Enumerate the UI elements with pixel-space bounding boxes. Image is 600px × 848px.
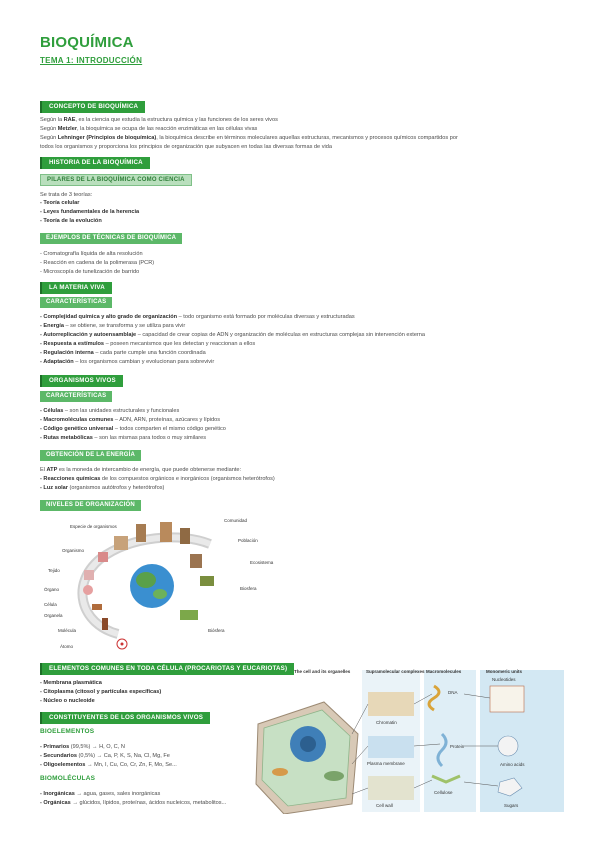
label-comunidad: Comunidad [224, 518, 248, 523]
subsection-heading-pilares: PILARES DE LA BIOQUÍMICA COMO CIENCIA [40, 174, 192, 186]
pilares-item: - Leyes fundamentales de la herencia [40, 209, 140, 215]
animal-icon [160, 522, 172, 542]
subsection-heading-tecnicas: EJEMPLOS DE TÉCNICAS DE BIOQUÍMICA [40, 233, 182, 244]
label-organismo: Organismo [62, 548, 85, 553]
elementos-item: - Membrana plasmática [40, 680, 102, 686]
caracteristica-item: - Respuesta a estímulos – poseen mecanismos que les detectan y reaccionan a ellos [40, 341, 256, 347]
bioelemento-item: - Secundarios (0,5%) → Ca, P, K, S, Na, Cl, Mg, Fe [40, 753, 170, 759]
molecule-icon [102, 618, 108, 630]
label-protein: Protein [450, 744, 465, 749]
label-chromatin: Chromatin [376, 720, 397, 725]
section-heading-concepto: CONCEPTO DE BIOQUÍMICA [40, 101, 145, 113]
caracteristica-item: - Regulación interna – cada parte cumple una función coordinada [40, 350, 206, 356]
label-sugars: Sugars [504, 803, 519, 808]
plant-icon [180, 610, 198, 620]
bioelemento-item: - Oligoelementos → Mn, I, Cu, Co, Cr, Zn, F, Mo, Se... [40, 762, 177, 768]
organ-icon [98, 552, 108, 562]
label-cellwall: Cell wall [376, 803, 393, 808]
biomoleculas-label: BIOMOLÉCULAS [40, 775, 96, 782]
label-aminoacids: Amino acids [500, 762, 525, 767]
caracteristica-item: - Autorreplicación y autoensamblaje – capacidad de crear copias de ADN y organización de moléculas en estructuras complejas sin intervención externa [40, 332, 426, 338]
label-biosfera: Biosfera [240, 586, 257, 591]
label-atomo: Átomo [60, 644, 74, 649]
label-especie: Especie de organismos [70, 524, 117, 529]
label-membrane: Plasma membrane [367, 761, 405, 766]
section-heading-constituyentes: CONSTITUYENTES DE LOS ORGANISMOS VIVOS [40, 712, 210, 724]
bioelementos-label: BIOELEMENTOS [40, 728, 95, 735]
label-ecosistema: Ecosistema [250, 560, 274, 565]
concepto-line-3: Según Lehninger (Principios de bioquímica), la bioquímica describe en términos moleculares aquellas estructuras, mecanismos y procesos químicos compartidos por [40, 135, 458, 141]
concepto-line-2: Según Metzler, la bioquímica se ocupa de las reacción enzimáticas en las células vivas [40, 126, 258, 132]
label-organela: Organela [44, 613, 63, 618]
mitochondrion-icon [272, 768, 288, 776]
caracteristica-item: - Adaptación – los organismos cambian y evolucionan para sobrevivir [40, 359, 215, 365]
aminoacid-icon [498, 736, 518, 756]
subsection-heading-caracteristicas-2: CARACTERÍSTICAS [40, 391, 112, 402]
subsection-heading-energia: OBTENCIÓN DE LA ENERGÍA [40, 450, 141, 461]
caracteristica2-item: - Código genético universal – todos comparten el mismo código genético [40, 426, 226, 432]
label-organo: Órgano [44, 587, 60, 592]
caracteristica-item: - Energía – se obtiene, se transforma y se utiliza para vivir [40, 323, 186, 329]
label-tejido: Tejido [48, 568, 60, 573]
col-header-monomers: Monomeric units [486, 669, 523, 674]
subsection-heading-niveles: NIVELES DE ORGANIZACIÓN [40, 500, 141, 511]
label-dna: DNA [448, 690, 458, 695]
energia-item: - Luz solar (organismos autótrofos y heterótrofos) [40, 485, 165, 491]
animal-icon [190, 554, 202, 568]
cell-hierarchy-figure [254, 664, 566, 814]
cell-icon [83, 585, 93, 595]
organelle-icon [92, 604, 102, 610]
energia-intro: El ATP es la moneda de intercambio de energía, que puede obtenerse mediante: [40, 467, 242, 473]
chloroplast-icon [324, 771, 344, 781]
concepto-line-4: todos los organismos y proporciona los principios de organización que subyacen en todas las diversas formas de vida [40, 144, 332, 150]
pilares-item: - Teoría celular [40, 200, 80, 206]
caracteristica-item: - Complejidad química y alto grado de organización – todo organismo está formado por moléculas diversas y estructuradas [40, 314, 355, 320]
animal-icon [136, 524, 146, 542]
label-poblacion: Población [238, 538, 258, 543]
biomolecula-item: - Orgánicas → glúcidos, lípidos, proteínas, ácidos nucleicos, metabolitos... [40, 800, 227, 806]
label-molecula: Molécula [58, 628, 77, 633]
tissue-icon [84, 570, 94, 580]
elementos-item: - Citoplasma (citosol y partículas específicas) [40, 689, 162, 695]
niveles-organizacion-figure [40, 514, 280, 654]
plant-icon [200, 576, 214, 586]
nucleotide-icon [490, 686, 524, 712]
pilares-item: - Teoría de la evolución [40, 218, 102, 224]
caracteristica2-item: - Rutas metabólicas – son las mismas para todos o muy similares [40, 435, 207, 441]
label-celula: Célula [44, 602, 57, 607]
section-heading-historia: HISTORIA DE LA BIOQUÍMICA [40, 157, 150, 169]
biomolecula-item: - Inorgánicas → agua, gases, sales inorgánicas [40, 791, 161, 797]
tecnicas-item: - Cromatografía líquida de alta resolución [40, 251, 143, 257]
page-subtitle: TEMA 1: INTRODUCCIÓN [40, 56, 143, 65]
col-header-cell: The cell and its organelles [294, 669, 351, 674]
animal-icon [180, 528, 190, 544]
caracteristica2-item: - Macromoléculas comunes – ADN, ARN, proteínas, azúcares y lípidos [40, 417, 221, 423]
tecnicas-item: - Microscopía de tunelización de barrido [40, 269, 140, 275]
caracteristica2-item: - Células – son las unidades estructurales y funcionales [40, 408, 180, 414]
label-cellulose: Cellulose [434, 790, 453, 795]
pilares-intro: Se trata de 3 teorías: [40, 192, 93, 198]
energia-item: - Reacciones químicas de los compuestos orgánicos e inorgánicos (organismos heterótrofos) [40, 476, 275, 482]
section-heading-materia: LA MATERIA VIVA [40, 282, 112, 294]
tecnicas-item: - Reacción en cadena de la polimerasa (PCR) [40, 260, 155, 266]
concepto-line-1: Según la RAE, es la ciencia que estudia la estructura química y las funciones de los seres vivos [40, 117, 278, 123]
col-header-supramolecular: Supramolecular complexes [366, 669, 425, 674]
label-biosfera-2: Biósfera [208, 628, 225, 633]
page-title: BIOQUÍMICA [40, 34, 134, 51]
cellwall-icon [368, 776, 414, 800]
chromatin-icon [368, 692, 414, 716]
label-nucleotides: Nucleotides [492, 677, 516, 682]
col-header-macromolecules: Macromolecules [426, 669, 462, 674]
elementos-item: - Núcleo o nucleoide [40, 698, 95, 704]
section-heading-elementos: ELEMENTOS COMUNES EN TODA CÉLULA (PROCARIOTAS Y EUCARIOTAS) [40, 663, 294, 675]
bioelemento-item: - Primarios (99,5%) → H, O, C, N [40, 744, 125, 750]
membrane-icon [368, 736, 414, 758]
subsection-heading-caracteristicas: CARACTERÍSTICAS [40, 297, 112, 308]
organism-icon [114, 536, 128, 550]
section-heading-organismos: ORGANISMOS VIVOS [40, 375, 123, 387]
